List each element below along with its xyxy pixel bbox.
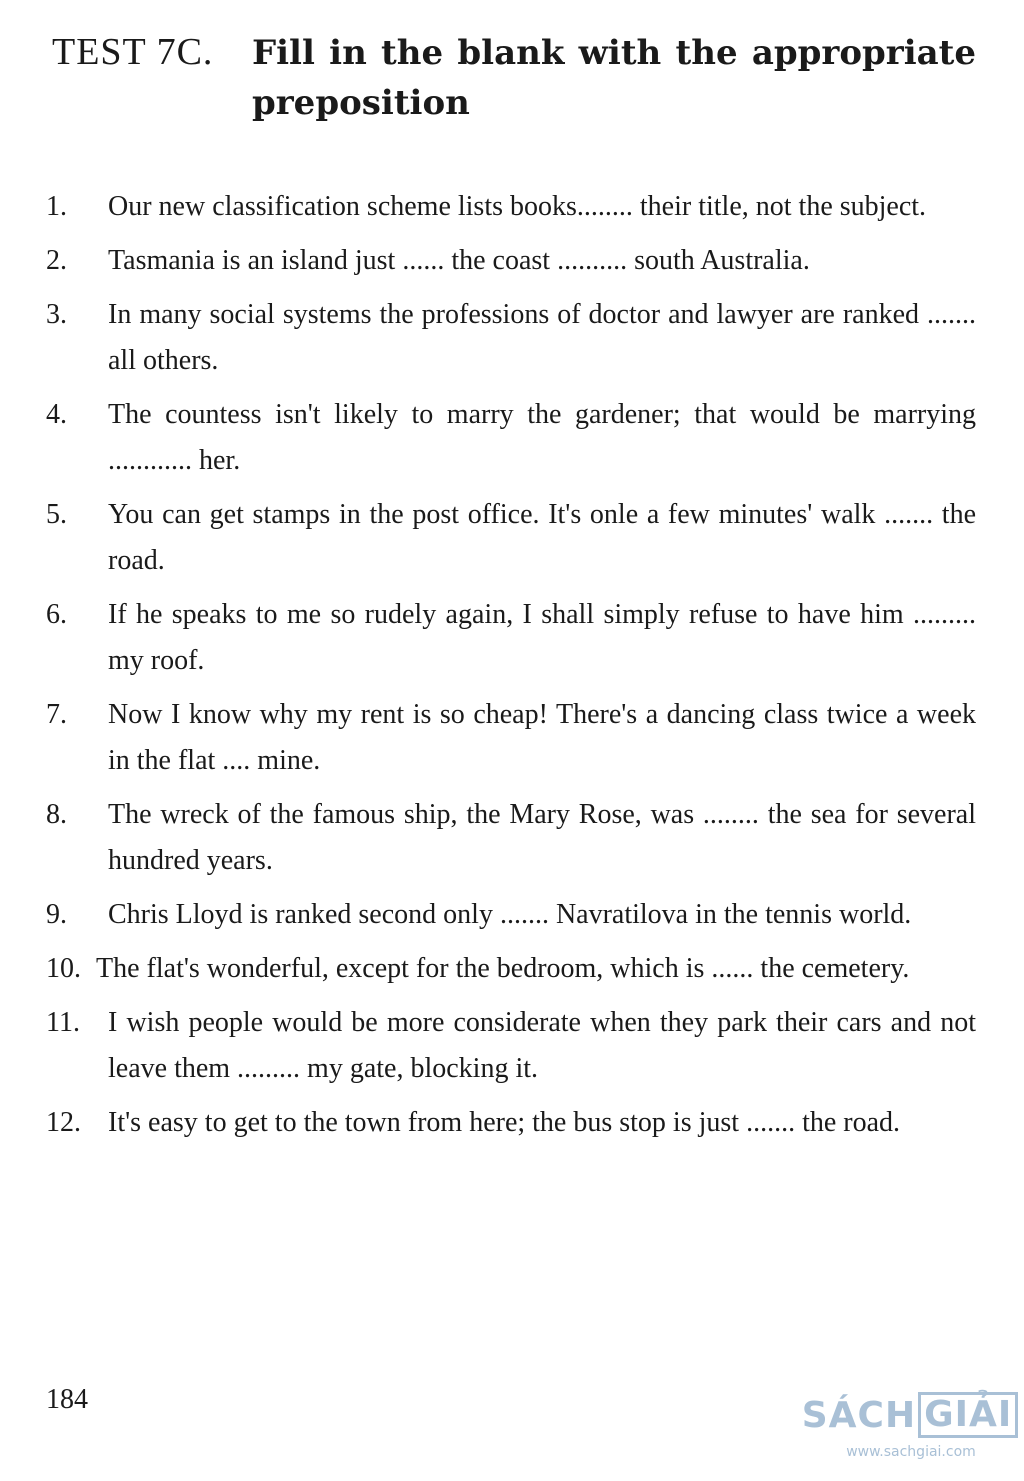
item-number: 7.	[46, 699, 67, 730]
exercise-item	[46, 592, 976, 684]
item-text: In many social systems the professions of doctor and lawyer are ranked ....... all others.	[108, 299, 976, 376]
watermark-text-left: SÁCH	[801, 1394, 917, 1436]
item-number: 6.	[46, 599, 67, 630]
watermark-url: www.sachgiai.com	[846, 1444, 976, 1460]
item-number: 3.	[46, 299, 67, 330]
exercise-item	[46, 238, 976, 284]
item-number: 10.	[46, 953, 81, 984]
exercise-item	[46, 946, 976, 992]
page-number: 184	[46, 1384, 88, 1415]
watermark-text-boxed: GIẢI	[918, 1392, 1018, 1438]
item-number: 2.	[46, 245, 67, 276]
test-title: Fill in the blank with the appropriate preposition	[252, 33, 976, 123]
item-text: Our new classification scheme lists books........ their title, not the subject.	[108, 191, 927, 222]
item-text: Chris Lloyd is ranked second only ....... Navratilova in the tennis world.	[108, 899, 912, 930]
test-label: TEST 7C.	[52, 31, 214, 73]
item-text: If he speaks to me so rudely again, I shall simply refuse to have him ......... my roof.	[108, 599, 976, 676]
exercise-item	[46, 292, 976, 384]
exercise-item	[46, 1100, 976, 1146]
item-text: It's easy to get to the town from here; the bus stop is just ....... the road.	[108, 1107, 901, 1138]
exercise-item	[46, 184, 976, 230]
exercise-item	[46, 892, 976, 938]
item-text: You can get stamps in the post office. It's onle a few minutes' walk ....... the road.	[108, 499, 976, 576]
exercise-list	[46, 184, 976, 1154]
exercise-item	[46, 692, 976, 784]
item-text: I wish people would be more considerate when they park their cars and not leave them ......... my gate, blocking it.	[108, 1007, 976, 1084]
item-number: 12.	[46, 1107, 81, 1138]
exercise-item	[46, 492, 976, 584]
item-text: The flat's wonderful, except for the bedroom, which is ...... the cemetery.	[96, 953, 910, 984]
item-number: 1.	[46, 191, 67, 222]
item-text: Tasmania is an island just ...... the coast .......... south Australia.	[108, 245, 810, 276]
item-number: 4.	[46, 399, 67, 430]
item-text: The countess isn't likely to marry the gardener; that would be marrying ............ her.	[108, 399, 976, 476]
test-heading	[52, 28, 982, 128]
item-number: 5.	[46, 499, 67, 530]
item-number: 9.	[46, 899, 67, 930]
item-number: 11.	[46, 1007, 80, 1038]
item-text: Now I know why my rent is so cheap! There's a dancing class twice a week in the flat .... mine.	[108, 699, 976, 776]
exercise-item	[46, 1000, 976, 1092]
item-number: 8.	[46, 799, 67, 830]
item-text: The wreck of the famous ship, the Mary Rose, was ........ the sea for several hundred years.	[108, 799, 976, 876]
watermark-logo	[801, 1392, 1016, 1460]
exercise-item	[46, 392, 976, 484]
exercise-item	[46, 792, 976, 884]
